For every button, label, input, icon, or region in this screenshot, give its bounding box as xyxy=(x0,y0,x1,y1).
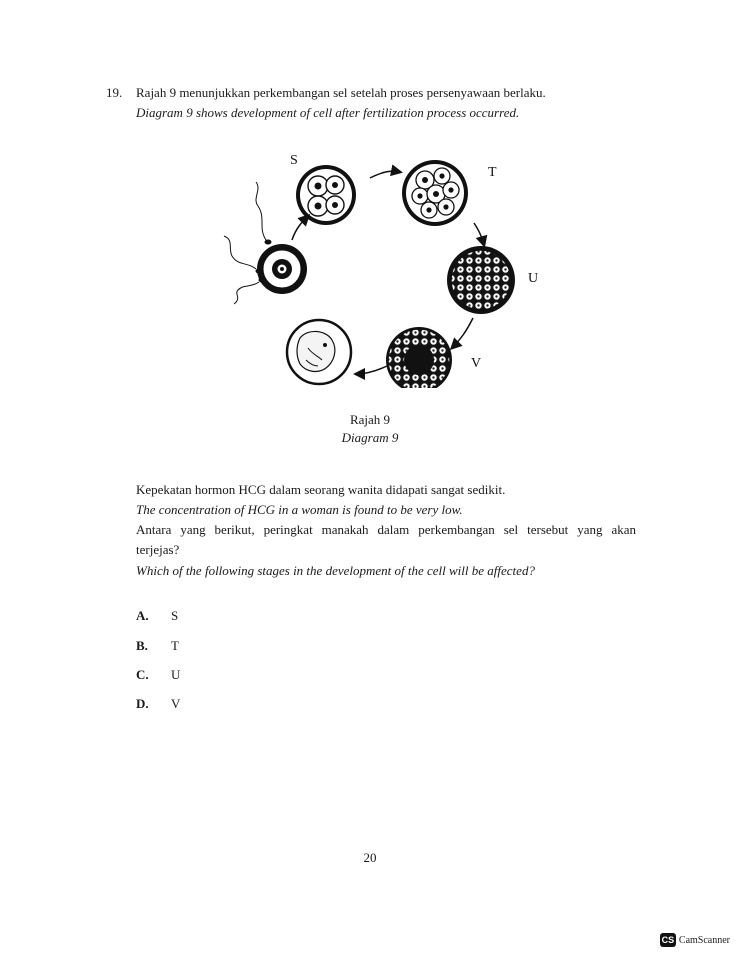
option-b[interactable] xyxy=(136,638,236,656)
question-english: Which of the following stages in the development of the cell will be affected? xyxy=(136,563,535,578)
page-number: 20 xyxy=(363,850,377,865)
label-u: U xyxy=(528,271,539,286)
label-v: V xyxy=(471,356,482,371)
diagram-caption-english: Diagram 9 xyxy=(341,430,399,445)
option-d[interactable] xyxy=(136,696,236,714)
option-letter: B. xyxy=(136,638,148,653)
option-text: S xyxy=(171,608,179,623)
option-a[interactable] xyxy=(136,608,236,626)
stage-t-cell xyxy=(402,160,468,226)
stage-u-cell xyxy=(447,246,515,314)
option-c[interactable] xyxy=(136,667,236,685)
label-s: S xyxy=(290,153,298,168)
fertilized-egg xyxy=(257,244,307,294)
question-number: 19. xyxy=(106,85,123,100)
question-malay-line2: terjejas? xyxy=(136,542,180,557)
question-intro-english: Diagram 9 shows development of cell after fertilization process occurred. xyxy=(136,105,520,120)
embryo xyxy=(287,320,351,384)
option-letter: A. xyxy=(136,608,149,623)
statement-malay: Kepekatan hormon HCG dalam seorang wanita didapati sangat sedikit. xyxy=(136,482,506,497)
label-t: T xyxy=(488,165,497,180)
option-text: U xyxy=(171,667,181,682)
camscanner-watermark xyxy=(660,932,730,948)
option-letter: D. xyxy=(136,696,149,711)
diagram-caption-malay: Rajah 9 xyxy=(349,412,391,427)
question-malay-line1: Antara yang berikut, peringkat manakah dalam perkembangan sel tersebut yang akan xyxy=(136,522,636,537)
option-letter: C. xyxy=(136,667,149,682)
question-intro-malay: Rajah 9 menunjukkan perkembangan sel setelah proses persenyawaan berlaku. xyxy=(136,85,546,100)
camscanner-text: CamScanner xyxy=(678,934,730,946)
stage-s-cell xyxy=(296,165,356,225)
cell-development-diagram xyxy=(222,148,562,388)
stage-v-cell xyxy=(386,327,452,388)
camscanner-logo-icon: CS xyxy=(661,935,675,945)
option-text: V xyxy=(171,696,181,711)
statement-english: The concentration of HCG in a woman is found to be very low. xyxy=(136,502,463,517)
option-text: T xyxy=(171,638,179,653)
